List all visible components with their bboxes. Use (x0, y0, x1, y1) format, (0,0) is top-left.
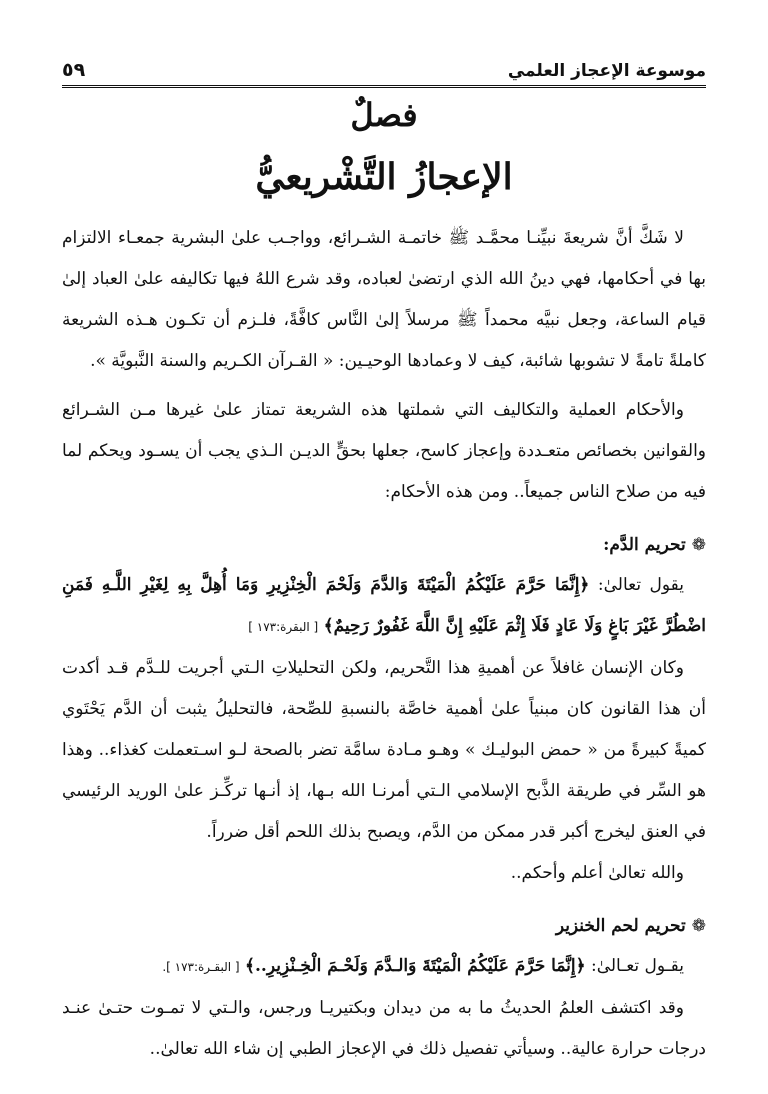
chapter-title: الإعجازُ التَّشْريعيُّ (255, 156, 513, 198)
blood-heading-text: تحريم الدَّم: (603, 535, 686, 555)
intro-paragraph: لا شَكَّ أنَّ شريعةَ نبيِّنـا محمَّـد ﷺ خاتمـة الشـرائع، وواجـب علىٰ البشرية جمعـاء الالتزام بها في أحكامها، فهي دينُ الله الذي ارتضىٰ لعباده، وقد شرع اللهُ فيها تكاليفه علىٰ العباد إلىٰ قيام الساعة، وجعل نبيَّه محمداً ﷺ مرسلاً إلىٰ النَّاس كافَّةً، فلـزم أن تكـون هـذه الشريعة كاملةً تامةً لا تشوبها شائبة، كيف لا وعمادها الوحيـين: « القـرآن الكـريم والسنة النَّبويَّة ». (62, 228, 706, 371)
ornament-icon: ❁ (691, 535, 706, 555)
rulings-paragraph: والأحكام العملية والتكاليف التي شملتها هذه الشريعة تمتاز علىٰ غيرها مـن الشـرائع والقوانين بخصائص متعـددة وإعجاز كاسح، جعلها بحقٍّ الديـن الـذي يجب أن يسـود ويحكم لما فيه من صلاح الناس جميعاً.. ومن هذه الأحكام: (62, 400, 706, 502)
blood-verse-intro: يقول تعالىٰ: (597, 575, 684, 595)
header-title: موسوعة الإعجاز العلمي (507, 61, 706, 81)
blood-verse-paragraph (62, 565, 706, 648)
pork-heading-text: تحريم لحم الخنزير (555, 916, 686, 936)
blood-section-heading (62, 525, 706, 565)
page-body (62, 218, 706, 1070)
pork-section-heading (62, 906, 706, 946)
running-header (62, 54, 706, 88)
page-number: ٥٩ (62, 59, 86, 81)
pork-verse-reference: [ البقـرة:١٧٣ ]. (162, 960, 240, 974)
blood-verse-reference: [ البقرة:١٧٣ ] (248, 620, 319, 634)
pork-verse: ﴿إِنَّمَا حَرَّمَ عَلَيْكُمُ الْمَيْتَةَ وَالـدَّمَ وَلَحْـمَ الْخِـنْزِيرِ..﴾ (245, 956, 586, 976)
pork-verse-paragraph (62, 946, 706, 988)
section-label: فصلٌ (350, 96, 418, 134)
pork-verse-intro: يقـول تعـالىٰ: (590, 956, 684, 976)
pork-explanation: وقد اكتشف العلمُ الحديثُ ما به من ديدان وبكتيريـا ورجس، والـتي لا تمـوت حتـىٰ عنـد درجات حرارة عالية.. وسيأتي تفصيل ذلك في الإعجاز الطبي إن شاء الله تعالىٰ.. (62, 998, 706, 1059)
blood-closing: والله تعالىٰ أعلم وأحكم.. (510, 863, 684, 883)
blood-verse: ﴿إِنَّمَا حَرَّمَ عَلَيْكُمُ الْمَيْتَةَ وَالدَّمَ وَلَحْمَ الْخِنْزِيرِ وَمَا أُهِلَّ بِهِ لِغَيْرِ اللَّـهِ فَمَنِ اضْطُرَّ غَيْرَ بَاغٍ وَلَا عَادٍ فَلَا إِثْمَ عَلَيْهِ إِنَّ اللَّهَ غَفُورٌ رَحِيمٌ﴾ (62, 575, 706, 636)
blood-explanation: وكان الإنسان غافلاً عن أهميةِ هذا التَّحريم، ولكن التحليلاتِ الـتي أجريت للـدَّم قـد أكدت أن هذا القانون كان مبنياً علىٰ أهمية خاصَّة بالنسبةِ للصِّحة، فالتحليلُ يثبت أن الدَّم يَحْتَوي كميةً كبيرةً من « حمض البوليـك » وهـو مـادة سامَّة تضر بالصحة لـو اسـتعملت كغذاء.. وهذا هو السِّر في طريقة الذَّبح الإسلامي الـتي أمرنـا الله بـها، إذ أنـها تركِّـز علىٰ الوريد الرئيسي في العنق ليخرج أكبر قدر ممكن من الدَّم، ويصبح بذلك اللحم أقل ضرراً. (62, 658, 706, 842)
ornament-icon: ❁ (691, 916, 706, 936)
